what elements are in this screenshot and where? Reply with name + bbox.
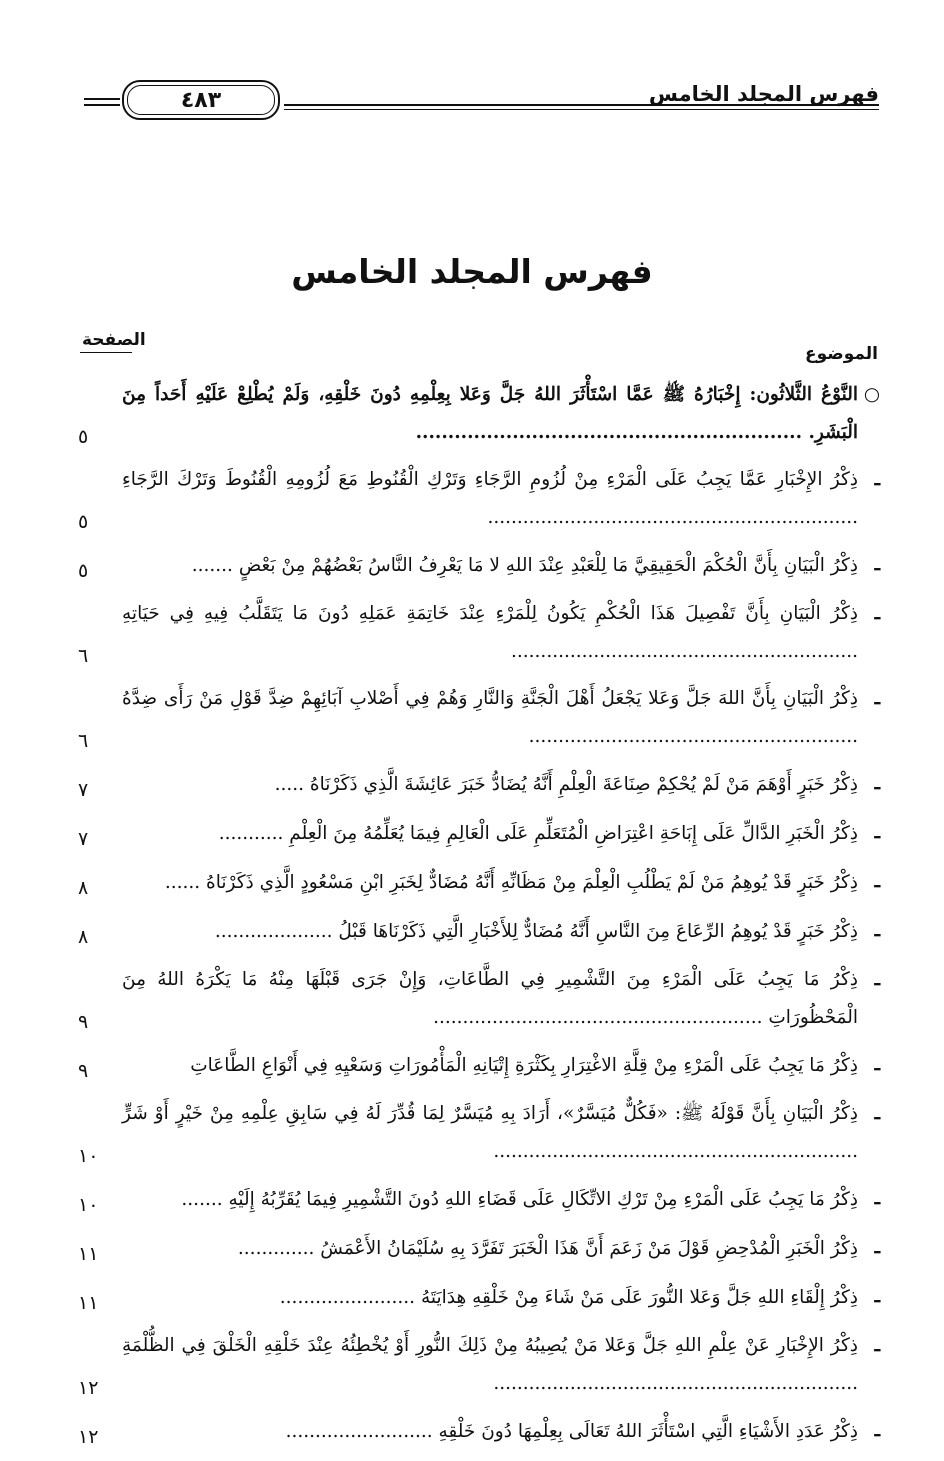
entry-marker: ـ bbox=[874, 554, 880, 575]
toc-entry bbox=[70, 1412, 880, 1452]
entry-page: ٩ bbox=[78, 1060, 89, 1082]
entry-marker: ـ bbox=[874, 773, 880, 794]
toc-entry bbox=[70, 863, 880, 903]
column-label-underline bbox=[80, 352, 132, 353]
entry-page: ١٢ bbox=[78, 1377, 99, 1399]
leader-dots: ........... bbox=[218, 823, 284, 844]
entry-page: ٥ bbox=[78, 511, 89, 533]
running-title: فهرس المجلد الخامس bbox=[648, 82, 879, 106]
running-header bbox=[84, 78, 879, 128]
entry-marker: ـ bbox=[874, 822, 880, 843]
header-rule-left bbox=[84, 98, 120, 100]
leader-dots: ........................................................ bbox=[528, 726, 858, 747]
entry-text: ذِكْرُ خَبَرٍ أَوْهَمَ مَنْ لَمْ يُحْكِمْ صِنَاعَةَ الْعِلْمِ أَنَّهُ يُضَادُّ خَبَرَ عَائِشَةَ الَّذِي ذَكَرْنَاهُ bbox=[309, 774, 858, 795]
entry-page: ١٠ bbox=[78, 1145, 99, 1167]
table-of-contents bbox=[70, 376, 880, 1461]
entry-marker: ـ bbox=[874, 603, 880, 624]
header-rule-left-2 bbox=[84, 104, 120, 106]
leader-dots: ....... bbox=[191, 555, 233, 576]
leader-dots: ...... bbox=[164, 872, 201, 893]
entry-marker: ـ bbox=[874, 1286, 880, 1307]
entry-page: ٩ bbox=[78, 1011, 89, 1033]
entry-text: ذِكْرُ الْبَيَانِ بِأَنَّ اللهَ جَلَّ وَعَلا يَجْعَلُ أَهْلَ الْجَنَّةِ وَالنَّارِ وَهُمْ فِي أَصْلابِ آبَائِهِمْ ضِدَّ قَوْلِ مَنْ رَأَى ضِدَّهُ bbox=[122, 688, 858, 709]
entry-text: ذِكْرُ الإِخْبَارِ عَمَّا يَجِبُ عَلَى الْمَرْءِ مِنْ لُزُومِ الرَّجَاءِ وَتَرْكِ الْقُنُوطِ مَعَ لُزُومِهِ الْقُنُوطَ وَتَرْكَ الرَّجَاءِ bbox=[122, 469, 858, 490]
toc-entry bbox=[70, 1046, 880, 1086]
entry-marker: ○ bbox=[863, 384, 880, 405]
entry-marker: ـ bbox=[874, 1420, 880, 1441]
entry-text: ذِكْرُ الإِخْبَارِ عَنْ عِلْمِ اللهِ جَلَّ وَعَلا مَنْ يُصِيبُهُ مِنْ ذَلِكَ النُّورِ أَوْ يُخْطِئُهُ عِنْدَ خَلْقِهِ الْخَلْقَ فِي الظُّلْمَةِ bbox=[122, 1335, 858, 1356]
entry-page: ٧ bbox=[78, 779, 89, 801]
entry-marker: ـ bbox=[874, 1335, 880, 1356]
entry-text: ذِكْرُ مَا يَجِبُ عَلَى الْمَرْءِ مِنْ قِلَّةِ الاغْتِرَارِ بِكَثْرَةِ إِتْيَانِهِ الْمَأْمُورَاتِ وَسَعْيِهِ فِي أَنْوَاعِ الطَّاعَاتِ bbox=[190, 1055, 858, 1076]
leader-dots: .............................................................. bbox=[493, 1373, 858, 1394]
page-number-frame bbox=[122, 80, 280, 120]
entry-text: ذِكْرُ الْخَبَرِ الدَّالِّ عَلَى إِبَاحَةِ اعْتِرَاضِ الْمُتَعَلِّمِ عَلَى الْعَالِمِ فِيمَا يُعَلِّمُهُ مِنَ الْعِلْمِ bbox=[289, 823, 858, 844]
entry-marker: ـ bbox=[874, 969, 880, 990]
toc-entry bbox=[70, 912, 880, 952]
entry-text: النَّوْعُ الثَّلاثُون: إِخْبَارُهُ ﷺ عَمَّا اسْتَأْثَرَ اللهُ جَلَّ وَعَلا بِعِلْمِهِ دُونَ خَلْقِهِ، وَلَمْ يُطْلِعْ عَلَيْهِ أَحَداً مِنَ الْبَشَرِ. bbox=[122, 384, 858, 443]
entry-page: ٨ bbox=[78, 926, 89, 948]
header-rule bbox=[284, 104, 879, 106]
toc-entry bbox=[70, 765, 880, 805]
toc-entry bbox=[70, 595, 880, 671]
toc-entry bbox=[70, 461, 880, 537]
entry-text: ذِكْرُ الْبَيَانِ بِأَنَّ الْحُكْمَ الْحَقِيقِيَّ مَا لِلْعَبْدِ عِنْدَ اللهِ لا مَا يَعْرِفُ النَّاسُ بَعْضُهُمْ مِنْ بَعْضٍ bbox=[238, 555, 858, 576]
entry-text: ذِكْرُ الْخَبَرِ الْمُدْحِضِ قَوْلَ مَنْ زَعَمَ أَنَّ هَذَا الْخَبَرَ تَفَرَّدَ بِهِ سُلَيْمَانُ الأَعْمَشُ bbox=[320, 1238, 858, 1259]
column-label-page: الصفحة bbox=[82, 330, 146, 350]
entry-page: ١١ bbox=[78, 1243, 99, 1265]
entry-text: ذِكْرُ إِلْقَاءِ اللهِ جَلَّ وَعَلا النُّورَ عَلَى مَنْ شَاءَ مِنْ خَلْقِهِ هِدَايَتَهُ bbox=[420, 1287, 858, 1308]
entry-text: ذِكْرُ مَا يَجِبُ عَلَى الْمَرْءِ مِنْ تَرْكِ الاتِّكَالِ عَلَى قَضَاءِ اللهِ دُونَ التَّشْمِيرِ فِيمَا يُقَرِّبُهُ إِلَيْهِ bbox=[228, 1189, 858, 1210]
toc-entry bbox=[70, 961, 880, 1037]
entry-marker: ـ bbox=[874, 1103, 880, 1124]
toc-entry bbox=[70, 546, 880, 586]
entry-text: ذِكْرُ الْبَيَانِ بِأَنَّ قَوْلَهُ ﷺ: «فَكُلٌّ مُيَسَّرٌ»، أَرَادَ بِهِ مُيَسَّرٌ لِمَا قُدِّرَ لَهُ فِي سَابِقِ عِلْمِهِ مِنْ خَيْرٍ أَوْ شَرٍّ bbox=[122, 1103, 858, 1124]
header-rule-thin bbox=[284, 109, 879, 110]
column-label-subject: الموضوع bbox=[805, 344, 878, 364]
page-title: فهرس المجلد الخامس bbox=[291, 252, 653, 291]
entry-marker: ـ bbox=[874, 1054, 880, 1075]
toc-entry bbox=[70, 1229, 880, 1269]
entry-marker: ـ bbox=[874, 688, 880, 709]
entry-marker: ـ bbox=[874, 920, 880, 941]
page-number: ٤٨٣ bbox=[127, 85, 275, 115]
entry-page: ٥ bbox=[78, 426, 89, 448]
toc-entry bbox=[70, 1095, 880, 1171]
entry-text: ذِكْرُ عَدَدِ الأَشْيَاءِ الَّتِي اسْتَأْثَرَ اللهُ تَعَالَى بِعِلْمِهَا دُونَ خَلْقِهِ bbox=[438, 1421, 858, 1442]
entry-page: ٦ bbox=[78, 730, 89, 752]
leader-dots: ............................................................... bbox=[487, 507, 858, 528]
entry-text: ذِكْرُ الْبَيَانِ بِأَنَّ تَفْصِيلَ هَذَا الْحُكْمِ يَكُونُ لِلْمَرْءِ عِنْدَ خَاتِمَةِ عَمَلِهِ دُونَ مَا يَتَقَلَّبُ فِيهِ فِي حَيَاتِهِ bbox=[122, 603, 858, 624]
entry-marker: ـ bbox=[874, 871, 880, 892]
leader-dots: ......................... bbox=[285, 1421, 433, 1442]
entry-page: ٨ bbox=[78, 877, 89, 899]
entry-page: ١٠ bbox=[78, 1194, 99, 1216]
leader-dots: ........................................................... bbox=[511, 641, 858, 662]
leader-dots: ..... bbox=[274, 774, 304, 795]
entry-page: ١١ bbox=[78, 1292, 99, 1314]
leader-dots: ............. bbox=[237, 1238, 315, 1259]
entry-marker: ـ bbox=[874, 1188, 880, 1209]
leader-dots: .............................................................. bbox=[493, 1141, 858, 1162]
leader-dots: ........................................................ bbox=[433, 1007, 763, 1028]
entry-page: ٦ bbox=[78, 645, 89, 667]
entry-text: ذِكْرُ خَبَرٍ قَدْ يُوهِمُ مَنْ لَمْ يَطْلُبِ الْعِلْمَ مِنْ مَظَانِّهِ أَنَّهُ مُضَادٌّ لِخَبَرِ ابْنِ مَسْعُودٍ الَّذِي ذَكَرْنَاهُ bbox=[206, 872, 858, 893]
toc-entry bbox=[70, 814, 880, 854]
leader-dots: .................... bbox=[214, 921, 333, 942]
toc-entry bbox=[70, 1180, 880, 1220]
leader-dots: ....... bbox=[181, 1189, 223, 1210]
leader-dots: ............................................................ bbox=[415, 422, 803, 443]
entry-page: ٥ bbox=[78, 560, 89, 582]
entry-marker: ـ bbox=[874, 1237, 880, 1258]
toc-entry bbox=[70, 1278, 880, 1318]
toc-entry bbox=[70, 1327, 880, 1403]
leader-dots: ....................... bbox=[279, 1287, 416, 1308]
entry-text: ذِكْرُ مَا يَجِبُ عَلَى الْمَرْءِ مِنَ التَّشْمِيرِ فِي الطَّاعَاتِ، وَإِنْ جَرَى قَبْلَهَا مِنْهُ مَا يَكْرَهُ اللهُ مِنَ الْمَحْظُورَاتِ bbox=[122, 969, 858, 1028]
toc-entry bbox=[70, 376, 880, 452]
entry-page: ٧ bbox=[78, 828, 89, 850]
entry-marker: ـ bbox=[874, 469, 880, 490]
entry-page: ١٢ bbox=[78, 1426, 99, 1448]
toc-entry bbox=[70, 680, 880, 756]
entry-text: ذِكْرُ خَبَرٍ قَدْ يُوهِمُ الرِّعَاعَ مِنَ النَّاسِ أَنَّهُ مُضَادٌّ لِلأَخْبَارِ الَّتِي ذَكَرْنَاهَا قَبْلُ bbox=[338, 921, 858, 942]
